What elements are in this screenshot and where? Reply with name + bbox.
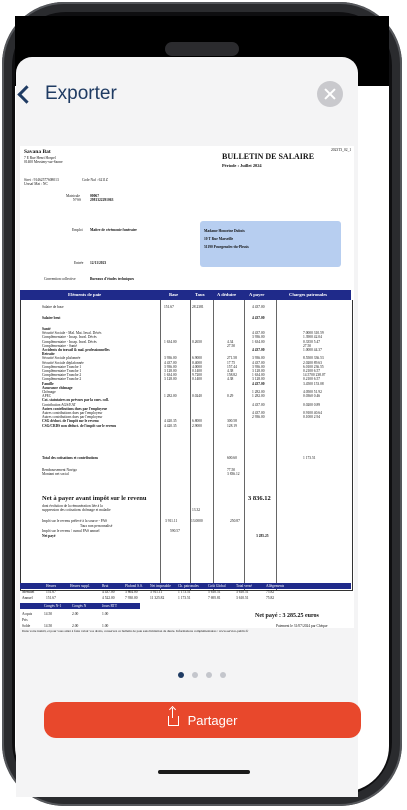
cumul-col-header: Coût Global bbox=[208, 584, 226, 588]
cumul-col-header: Plafond S.S. bbox=[125, 584, 143, 588]
nss-value: 2981322291063 bbox=[90, 198, 114, 202]
cumul-cell: 3 610.51 bbox=[236, 596, 249, 600]
row-label: Sécurité Sociale déplafonnée bbox=[42, 360, 84, 365]
matricule-label: Matricule bbox=[66, 194, 80, 198]
row-label: Contribution AGS/EAT bbox=[42, 402, 76, 407]
row-deduct: 17.75 bbox=[227, 360, 236, 365]
col-divider bbox=[213, 300, 214, 590]
row-label: APEC bbox=[42, 394, 52, 399]
row-deduct: 600.60 bbox=[227, 456, 237, 460]
legal-notice: Dans votre intérêt, et pour vous aider à faire valoir vos droits, conservez ce bulletin de paie sans limitation de durée. Informations complémentaires : www.service-public.fr bbox=[22, 629, 249, 633]
net-paid-label: Net payé bbox=[42, 534, 56, 538]
col-taux: Taux bbox=[195, 292, 205, 297]
row-deduct: 4.38 bbox=[227, 369, 234, 373]
conges-cell: 1.00 bbox=[102, 612, 109, 616]
pas-rate: 13.0000 bbox=[191, 519, 203, 523]
row-label: Complémentaire Tranche 1 bbox=[42, 364, 82, 369]
row-label: Complémentaire - Incap. Inval. Décès bbox=[42, 335, 97, 340]
row-charges: 0.0360 0.46 bbox=[303, 394, 321, 399]
row-label: Complémentaire Tranche 2 bbox=[42, 377, 82, 382]
row-deduct: 0.29 bbox=[227, 394, 234, 399]
row-charges: 2.0200 89.63 bbox=[303, 360, 322, 365]
page-ref: 2023T3_02_1 bbox=[331, 148, 352, 152]
row-base: 1 634.00 bbox=[164, 339, 177, 344]
recipient-addr1: 10 T Rue Marseille bbox=[204, 237, 234, 241]
home-indicator bbox=[158, 770, 250, 774]
cumul-row-label: Mensuel bbox=[22, 590, 35, 594]
row-label: Complémentaire Tranche 1 bbox=[42, 369, 82, 373]
conges-row-label: Acquis bbox=[22, 612, 33, 616]
conges-cell: 2.00 bbox=[72, 624, 79, 628]
cumul-col-header: Brut bbox=[102, 584, 109, 588]
row-label: Complémentaire - Incap. Inval. Décès bbox=[42, 339, 97, 344]
row-deduct: 3 836.12 bbox=[227, 472, 240, 477]
row-base: 4 437.00 bbox=[164, 360, 177, 365]
cumul-cell: 3 864.00 bbox=[125, 590, 138, 594]
row-charges: 1.0000 44.37 bbox=[303, 348, 322, 352]
row-charges: 0.0200 0.89 bbox=[303, 402, 321, 407]
row-pay: 4 437.00 bbox=[252, 360, 265, 365]
col-payer: A payer bbox=[249, 292, 265, 297]
cumul-cell: 7 930.00 bbox=[125, 596, 138, 600]
cumul-cell: 1 173.51 bbox=[178, 596, 191, 600]
evolution-value: 13.32 bbox=[192, 508, 201, 512]
conges-cell: 2.00 bbox=[72, 612, 79, 616]
conges-cell: 14.50 bbox=[44, 612, 53, 616]
row-charges: 0.2100 6.57 bbox=[303, 369, 321, 373]
conges-row-label: Pris bbox=[22, 618, 28, 622]
conges-col-header: Congés N-1 bbox=[44, 604, 62, 608]
col-deduire: A déduire bbox=[217, 292, 237, 297]
row-pay: 1 634.00 bbox=[252, 339, 265, 344]
row-label: Autres contributions dues par l'employeur bbox=[42, 406, 108, 411]
cumul-header bbox=[20, 583, 351, 589]
row-base: 1 282.00 bbox=[164, 394, 177, 399]
row-deduct: 271.58 bbox=[227, 356, 237, 361]
pas-label: Impôt sur le revenu prélevé à la source - PAS bbox=[42, 519, 108, 523]
row-base: 3 936.00 bbox=[164, 364, 177, 369]
cumul-cell: 151.67 bbox=[46, 596, 56, 600]
row-pay: 2 936.00 bbox=[252, 415, 265, 420]
conges-header bbox=[20, 603, 140, 609]
pas-cumul-value: 590.57 bbox=[170, 529, 180, 533]
page-indicator bbox=[0, 672, 407, 682]
matricule-value: 00067 bbox=[90, 194, 99, 198]
col-charges: Charges patronales bbox=[289, 292, 328, 297]
pas-value: 250.87 bbox=[230, 519, 240, 523]
row-charges: 14.5700 238.07 bbox=[303, 373, 326, 378]
cumul-cell: 3 610.51 bbox=[236, 590, 249, 594]
row-label: Cot. statutaires ou prévues par la conv. coll. bbox=[42, 398, 109, 403]
row-pay: 4 437.00 bbox=[252, 411, 265, 415]
row-charges: 1.3900 42.04 bbox=[303, 335, 322, 340]
row-pay: 4 437.00 bbox=[252, 348, 265, 352]
row-deduct: 4.38 bbox=[227, 377, 234, 382]
row-pay: 4 437.00 bbox=[252, 305, 265, 309]
evolution-line-1: dont évolution de la rémunération liée à la bbox=[42, 504, 103, 508]
cumul-col-header: Allègements bbox=[266, 584, 285, 588]
row-pay: 1 634.00 bbox=[252, 373, 265, 378]
row-charges: 0.3350 5.47 bbox=[303, 339, 321, 344]
cumul-cell: 75.82 bbox=[266, 590, 275, 594]
row-pay: 3 128.00 bbox=[252, 369, 265, 373]
row-pay: 3 936.00 bbox=[252, 335, 265, 340]
row-rate: 0.2650 bbox=[192, 339, 202, 344]
back-label: Exporter bbox=[45, 83, 117, 104]
col-divider bbox=[190, 300, 191, 590]
close-button[interactable] bbox=[317, 81, 343, 107]
row-deduct: 158.82 bbox=[227, 373, 237, 378]
row-label: Santé bbox=[42, 327, 51, 331]
row-deduct: 77.50 bbox=[227, 468, 236, 472]
nss-label: N°SS bbox=[73, 198, 82, 202]
row-label: Chômage bbox=[42, 390, 56, 394]
row-charges: 8.5500 336.53 bbox=[303, 356, 324, 361]
row-charges: 1 173.51 bbox=[303, 456, 316, 460]
row-charges: 0.9100 40.64 bbox=[303, 411, 322, 415]
cumul-col-header: Heures suppl. bbox=[70, 584, 90, 588]
employer-addr1: 7 E Rue Henri Hospel bbox=[24, 156, 56, 160]
row-base: 151.67 bbox=[164, 305, 174, 309]
cumul-cell: 4 437.00 bbox=[102, 590, 115, 594]
row-label: CSG déduct. de l'impôt sur le revenu bbox=[42, 419, 99, 424]
share-label: Partager bbox=[187, 712, 238, 728]
page-dot[interactable] bbox=[206, 672, 212, 678]
chevron-left-icon bbox=[17, 85, 35, 103]
cumul-cell: 11 325.82 bbox=[150, 596, 165, 600]
employer-siret: Siret : 91462577608013 bbox=[24, 178, 59, 182]
conges-row-label: Solde bbox=[22, 624, 31, 628]
employer-addr2: 01400 Messimy-sur-Saone bbox=[24, 160, 63, 164]
row-pay: 3 128.00 bbox=[252, 377, 265, 382]
row-deduct: 128.19 bbox=[227, 423, 237, 428]
row-charges: 27.50 bbox=[303, 343, 312, 348]
row-charges: 0.1000 2.94 bbox=[303, 415, 321, 420]
col-divider bbox=[276, 300, 277, 590]
row-base: 4 420.35 bbox=[164, 423, 177, 428]
row-label: Accidents du travail & mal. professionnelles bbox=[42, 348, 110, 352]
row-base: 4 420.35 bbox=[164, 419, 177, 424]
cumul-cell: 3 911.11 bbox=[150, 590, 163, 594]
row-rate: 6.8000 bbox=[192, 419, 202, 424]
page-dot[interactable] bbox=[192, 672, 198, 678]
row-rate: 2.9000 bbox=[192, 423, 202, 428]
row-label: Retraite bbox=[42, 352, 55, 357]
row-pay: 3 936.00 bbox=[252, 364, 265, 369]
cumul-cell: 1 173.51 bbox=[178, 590, 191, 594]
row-rate: 0.1400 bbox=[192, 377, 202, 382]
share-icon bbox=[168, 716, 179, 726]
row-base: 3 128.00 bbox=[164, 369, 177, 373]
pas-rate-type: Taux non personnalisé bbox=[80, 524, 113, 528]
row-rate: 28.2381 bbox=[192, 305, 204, 309]
row-label: Total des cotisations et contributions bbox=[42, 456, 98, 460]
row-label: Sécurité Sociale - Mal. Mat. Inval. Décès bbox=[42, 331, 102, 336]
cumul-cell: 151.67 bbox=[46, 590, 56, 594]
conges-col-header: Congés N bbox=[72, 604, 87, 608]
page-dot[interactable] bbox=[178, 672, 184, 678]
table-header bbox=[20, 290, 351, 300]
row-pay: 4 437.00 bbox=[252, 402, 265, 407]
conges-cell: 14.50 bbox=[44, 624, 53, 628]
row-rate: 6.9000 bbox=[192, 356, 202, 361]
row-pay: 3 936.00 bbox=[252, 356, 265, 361]
recipient-box bbox=[200, 221, 341, 267]
cumul-cell: 7 695.81 bbox=[208, 596, 221, 600]
row-deduct: 4.34 bbox=[227, 339, 234, 344]
col-divider bbox=[244, 300, 245, 590]
employer-urssaf: Urssaf Mat : NC bbox=[24, 182, 48, 186]
row-label: Complémentaire Tranche 2 bbox=[42, 373, 82, 378]
row-deduct: 27.50 bbox=[227, 343, 236, 348]
row-rate: 0.0240 bbox=[192, 394, 202, 399]
row-charges: 3.4500 153.08 bbox=[303, 381, 324, 386]
row-label: Autres contributions dues par l'employeur bbox=[42, 411, 103, 415]
row-pay: 1 282.00 bbox=[252, 390, 265, 394]
cumul-col-header: Total versé bbox=[236, 584, 252, 588]
share-button[interactable] bbox=[44, 702, 361, 738]
conges-cell: 1.00 bbox=[102, 624, 109, 628]
row-label: CSG/CRDS non déduct. de l'impôt sur le revenu bbox=[42, 423, 117, 428]
row-charges: 0.2100 6.57 bbox=[303, 377, 321, 382]
camera-notch bbox=[165, 42, 239, 56]
row-label: Montant net social bbox=[42, 472, 69, 477]
row-label: Sécurité Sociale plafonnée bbox=[42, 356, 81, 361]
evolution-line-2: suppression des cotisations chômage et maladie bbox=[42, 508, 111, 512]
row-rate: 9.7200 bbox=[192, 373, 202, 378]
row-base: 3 936.00 bbox=[164, 356, 177, 361]
row-charges: 4.0500 51.92 bbox=[303, 390, 322, 394]
convention-label: Convention collective bbox=[44, 277, 76, 281]
pas-cumul-label: Impôt sur le revenu / cumul PAS annuel bbox=[42, 529, 100, 533]
row-label: Salaire brut bbox=[42, 316, 61, 320]
row-charges: 6.0100 236.55 bbox=[303, 364, 324, 369]
row-label: Assurance chômage bbox=[42, 385, 73, 390]
job-label: Emploi bbox=[72, 228, 83, 232]
row-label: Autres contributions dues par l'employeur bbox=[42, 415, 103, 420]
row-base: 3 128.00 bbox=[164, 377, 177, 382]
row-label: Salaire de base bbox=[42, 305, 64, 309]
col-divider bbox=[160, 300, 161, 590]
conges-col-header: Jours RTT bbox=[102, 604, 118, 608]
convention-value: Bureaux d'études techniques bbox=[90, 277, 135, 281]
row-pay: 4 437.00 bbox=[252, 316, 265, 320]
cumul-cell: 75.82 bbox=[266, 596, 275, 600]
page-dot[interactable] bbox=[220, 672, 226, 678]
row-rate: 0.1400 bbox=[192, 369, 202, 373]
row-label: Remboursement Navigo bbox=[42, 468, 78, 472]
recipient-addr2: 51190 Pourgenoles-du-Plessis bbox=[204, 245, 249, 249]
back-button[interactable] bbox=[20, 83, 117, 105]
cumul-cell: 4 522.00 bbox=[102, 596, 115, 600]
payslip-title: BULLETIN DE SALAIRE bbox=[222, 152, 315, 161]
cumul-cell: 5 610.51 bbox=[208, 590, 221, 594]
row-pay: 4 437.00 bbox=[252, 381, 265, 386]
employer-name: Savana Bat bbox=[24, 149, 51, 155]
pas-base: 3 911.11 bbox=[165, 519, 178, 523]
net-before-tax-value: 3 836.12 bbox=[248, 495, 271, 502]
cumul-col-header: Ch. patronales bbox=[178, 584, 199, 588]
employer-naf: Code Naf : 6211Z bbox=[82, 178, 108, 182]
payslip-period: Période : Juillet 2024 bbox=[222, 163, 262, 168]
net-paid-value: 3 285.25 bbox=[256, 534, 269, 538]
cumul-col-header: Net imposable bbox=[150, 584, 171, 588]
row-rate: 0.4000 bbox=[192, 360, 202, 365]
job-value: Maître de cérémonie funéraire bbox=[90, 228, 137, 232]
col-elements: Eléments de paie bbox=[68, 292, 102, 297]
cumul-col-header: Heures bbox=[46, 584, 57, 588]
net-paid-footer: Net payé : 3 285.25 euros bbox=[255, 613, 319, 619]
row-charges: 7.0000 310.59 bbox=[303, 331, 324, 336]
payment-note: Paiement le 31/07/2024 par Chèque bbox=[276, 624, 328, 628]
net-before-tax-label: Net à payer avant impôt sur le revenu bbox=[42, 495, 147, 502]
row-label: Famille bbox=[42, 381, 54, 386]
payslip-document bbox=[20, 146, 354, 633]
entry-label: Entrée bbox=[74, 261, 84, 265]
row-deduct: 157.44 bbox=[227, 364, 237, 369]
row-deduct: 300.58 bbox=[227, 419, 237, 424]
row-base: 1 634.00 bbox=[164, 373, 177, 378]
row-label: Complémentaire - Santé bbox=[42, 343, 77, 348]
col-base: Base bbox=[169, 292, 179, 297]
row-pay: 1 282.00 bbox=[252, 394, 265, 399]
recipient-name: Madame Honorine Dubois bbox=[204, 229, 245, 233]
cumul-row-label: Annuel bbox=[22, 596, 33, 600]
row-pay: 4 437.00 bbox=[252, 331, 265, 336]
row-rate: 4.0000 bbox=[192, 364, 202, 369]
entry-value: 12/11/2023 bbox=[90, 261, 107, 265]
